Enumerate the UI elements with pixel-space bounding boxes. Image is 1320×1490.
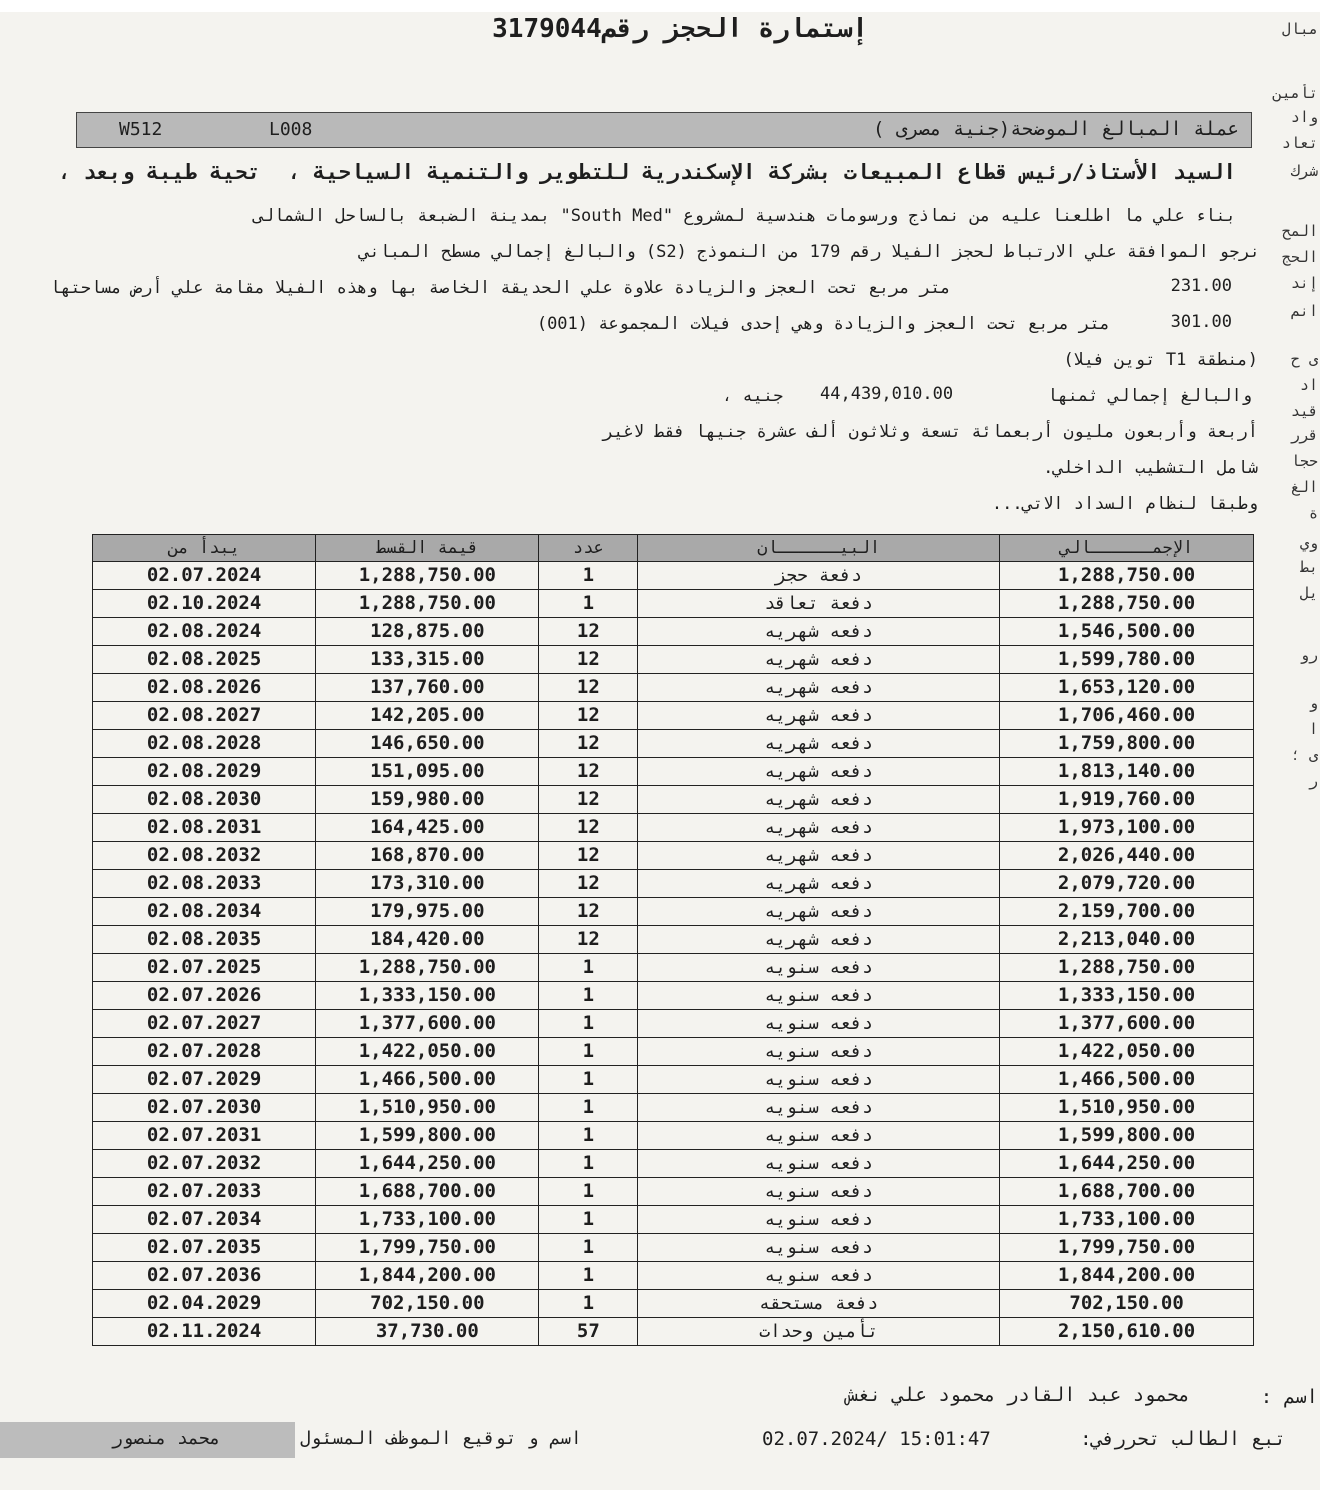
body-line-1: بناء علي ما اطلعنا عليه من نماذج ورسومات هندسية لمشروع "South Med" بمدينة الضبعة بالساحل الشمالى [253, 206, 1236, 226]
cell-description: دفعة مستحقه [638, 1290, 1000, 1318]
cell-count: 1 [539, 1206, 638, 1234]
cell-total: 2,079,720.00 [1000, 870, 1254, 898]
cell-count: 1 [539, 562, 638, 590]
table-row [93, 1038, 1254, 1066]
cell-installment: 146,650.00 [316, 730, 539, 758]
cell-total: 1,706,460.00 [1000, 702, 1254, 730]
cell-start: 02.07.2024 [93, 562, 316, 590]
finishing-note: شامل التشطيب الداخلي. [1043, 458, 1258, 478]
salutation: تحية طيبة وبعد ، [58, 160, 261, 184]
cell-start: 02.08.2034 [93, 898, 316, 926]
cell-count: 12 [539, 926, 638, 954]
code-l008: L008 [269, 119, 313, 140]
cell-count: 1 [539, 1066, 638, 1094]
cell-description: دفعه سنويه [638, 1038, 1000, 1066]
cell-start: 02.08.2032 [93, 842, 316, 870]
header-installment: قيمة القسط [316, 535, 539, 562]
cell-start: 02.08.2033 [93, 870, 316, 898]
cell-installment: 184,420.00 [316, 926, 539, 954]
cell-description: دفعه سنويه [638, 982, 1000, 1010]
cell-start: 02.08.2024 [93, 618, 316, 646]
margin-fragment: انم [1290, 302, 1318, 320]
margin-fragment: تعاد [1281, 134, 1318, 152]
cell-installment: 37,730.00 [316, 1318, 539, 1346]
margin-fragment: ر [1308, 772, 1318, 790]
cell-start: 02.08.2031 [93, 814, 316, 842]
cell-description: دفعه شهريه [638, 870, 1000, 898]
table-row [93, 1234, 1254, 1262]
margin-fragment: تأمين [1272, 84, 1318, 102]
cell-description: دفعه سنويه [638, 1206, 1000, 1234]
cell-description: دفعه سنويه [638, 954, 1000, 982]
area1-value: 231.00 [1170, 276, 1232, 296]
request-datetime: 02.07.2024/ 15:01:47 [762, 1428, 991, 1450]
cell-description: دفعه سنويه [638, 1262, 1000, 1290]
margin-fragment: المح [1281, 222, 1318, 240]
cell-start: 02.07.2034 [93, 1206, 316, 1234]
cell-description: دفعه سنويه [638, 1066, 1000, 1094]
cell-total: 1,466,500.00 [1000, 1066, 1254, 1094]
cell-count: 12 [539, 730, 638, 758]
cell-description: دفعه شهريه [638, 926, 1000, 954]
cell-total: 1,844,200.00 [1000, 1262, 1254, 1290]
margin-fragment: قيد [1290, 402, 1318, 420]
cell-count: 1 [539, 954, 638, 982]
table-row [93, 898, 1254, 926]
cell-count: 12 [539, 618, 638, 646]
cell-start: 02.08.2025 [93, 646, 316, 674]
cell-count: 12 [539, 646, 638, 674]
cell-description: دفعه سنويه [638, 1094, 1000, 1122]
price-words: أربعة وأربعون مليون أربعمائة تسعة وثلاثون ألف عشرة جنيها فقط لاغير [602, 422, 1258, 442]
margin-fragment: واد [1290, 108, 1318, 126]
cell-description: تأمين وحدات [638, 1318, 1000, 1346]
table-row [93, 1318, 1254, 1346]
cell-installment: 151,095.00 [316, 758, 539, 786]
cell-count: 1 [539, 1094, 638, 1122]
cell-total: 1,599,800.00 [1000, 1122, 1254, 1150]
cell-description: دفعه شهريه [638, 786, 1000, 814]
cell-total: 1,813,140.00 [1000, 758, 1254, 786]
cell-count: 12 [539, 786, 638, 814]
price-label: والبالغ إجمالي ثمنها [1047, 386, 1252, 406]
cell-installment: 173,310.00 [316, 870, 539, 898]
cell-description: دفعة حجز [638, 562, 1000, 590]
table-row [93, 618, 1254, 646]
cell-count: 1 [539, 1262, 638, 1290]
margin-fragment: حجا [1290, 452, 1318, 470]
cell-start: 02.07.2032 [93, 1150, 316, 1178]
cell-total: 1,688,700.00 [1000, 1178, 1254, 1206]
area2-value: 301.00 [1170, 312, 1232, 332]
cell-start: 02.07.2029 [93, 1066, 316, 1094]
margin-fragment: مبال [1281, 20, 1318, 38]
cell-total: 2,150,610.00 [1000, 1318, 1254, 1346]
cell-installment: 168,870.00 [316, 842, 539, 870]
area1-text: متر مربع تحت العجز والزيادة علاوة علي الحديقة الخاصة بها وهذه الفيلا مقامة علي أرض مساحتها [50, 278, 951, 298]
table-row [93, 702, 1254, 730]
cell-count: 1 [539, 1122, 638, 1150]
table-row [93, 870, 1254, 898]
cell-total: 2,213,040.00 [1000, 926, 1254, 954]
addressee-line: السيد الأستاذ/رئيس قطاع المبيعات بشركة الإسكندرية للتطوير والتنمية السياحية ، [287, 160, 1236, 184]
cell-start: 02.08.2027 [93, 702, 316, 730]
margin-fragment: وي [1299, 534, 1318, 552]
cell-start: 02.07.2028 [93, 1038, 316, 1066]
cell-start: 02.07.2025 [93, 954, 316, 982]
table-row [93, 1262, 1254, 1290]
table-row [93, 1094, 1254, 1122]
table-row [93, 1066, 1254, 1094]
cell-description: دفعه شهريه [638, 646, 1000, 674]
form-title-text: إستمارة الحجز رقم [601, 14, 868, 44]
cell-installment: 1,333,150.00 [316, 982, 539, 1010]
cell-start: 02.08.2035 [93, 926, 316, 954]
margin-fragment: و [1308, 694, 1318, 712]
cell-installment: 142,205.00 [316, 702, 539, 730]
table-row [93, 1206, 1254, 1234]
top-paper-edge [0, 0, 1320, 12]
cell-count: 12 [539, 674, 638, 702]
table-row [93, 1010, 1254, 1038]
table-row [93, 982, 1254, 1010]
cell-installment: 1,377,600.00 [316, 1010, 539, 1038]
cell-total: 1,288,750.00 [1000, 562, 1254, 590]
cell-total: 1,759,800.00 [1000, 730, 1254, 758]
margin-fragment: بط [1299, 558, 1318, 576]
cell-count: 1 [539, 590, 638, 618]
cell-count: 1 [539, 1234, 638, 1262]
margin-fragment: رو [1299, 646, 1318, 664]
cell-total: 1,288,750.00 [1000, 590, 1254, 618]
cell-total: 1,973,100.00 [1000, 814, 1254, 842]
cell-count: 12 [539, 758, 638, 786]
table-row [93, 562, 1254, 590]
cell-start: 02.11.2024 [93, 1318, 316, 1346]
cell-count: 1 [539, 982, 638, 1010]
cell-installment: 1,733,100.00 [316, 1206, 539, 1234]
table-row [93, 1150, 1254, 1178]
currency-label: عملة المبالغ الموضحة(جنية مصرى ) [872, 118, 1239, 140]
table-row [93, 590, 1254, 618]
reservation-form-page [0, 12, 1320, 1490]
cell-total: 1,644,250.00 [1000, 1150, 1254, 1178]
cell-installment: 1,688,700.00 [316, 1178, 539, 1206]
employee-name: محمد منصور [112, 1428, 221, 1449]
cell-total: 1,733,100.00 [1000, 1206, 1254, 1234]
request-label: تبع الطالب تحررفي: [1080, 1428, 1286, 1450]
cell-total: 1,422,050.00 [1000, 1038, 1254, 1066]
cell-count: 1 [539, 1038, 638, 1066]
cell-start: 02.07.2035 [93, 1234, 316, 1262]
table-row [93, 1122, 1254, 1150]
margin-fragment: ة [1308, 504, 1318, 522]
cell-description: دفعه شهريه [638, 702, 1000, 730]
price-value: 44,439,010.00 [820, 384, 954, 404]
employee-sign-label: اسم و توقيع الموظف المسئول [300, 1428, 582, 1449]
body-line-2: نرجو الموافقة علي الارتباط لحجز الفيلا رقم 179 من النموذج (S2) والبالغ إجمالي مسطح المباني [359, 242, 1260, 262]
cell-installment: 137,760.00 [316, 674, 539, 702]
header-description: البيــــــان [638, 535, 1000, 562]
cell-description: دفعه شهريه [638, 758, 1000, 786]
cell-total: 2,159,700.00 [1000, 898, 1254, 926]
cell-description: دفعه شهريه [638, 842, 1000, 870]
cell-installment: 1,644,250.00 [316, 1150, 539, 1178]
area2-text: متر مربع تحت العجز والزيادة وهي إحدى فيلات المجموعة (001) [536, 314, 1110, 334]
table-row [93, 842, 1254, 870]
cell-description: دفعه شهريه [638, 898, 1000, 926]
zone-line: (منطقة T1 توين فيلا) [1063, 350, 1258, 370]
margin-fragment: ا [1308, 720, 1318, 738]
cell-installment: 1,288,750.00 [316, 590, 539, 618]
cell-count: 1 [539, 1290, 638, 1318]
cell-start: 02.07.2031 [93, 1122, 316, 1150]
form-title [400, 14, 960, 44]
cell-description: دفعه سنويه [638, 1150, 1000, 1178]
table-row [93, 926, 1254, 954]
cell-installment: 159,980.00 [316, 786, 539, 814]
margin-fragment: ى ؛ [1290, 746, 1318, 764]
cell-total: 1,333,150.00 [1000, 982, 1254, 1010]
cell-total: 1,546,500.00 [1000, 618, 1254, 646]
cell-installment: 164,425.00 [316, 814, 539, 842]
margin-fragment: الغ [1290, 478, 1318, 496]
cell-installment: 1,422,050.00 [316, 1038, 539, 1066]
cell-count: 57 [539, 1318, 638, 1346]
currency-header-bar [76, 112, 1252, 148]
table-header-row [93, 535, 1254, 562]
cell-installment: 1,599,800.00 [316, 1122, 539, 1150]
cell-start: 02.07.2033 [93, 1178, 316, 1206]
cell-installment: 1,510,950.00 [316, 1094, 539, 1122]
cell-total: 1,799,750.00 [1000, 1234, 1254, 1262]
price-unit: جنيه ، [722, 386, 784, 406]
cell-start: 02.07.2026 [93, 982, 316, 1010]
margin-fragment: إند [1290, 274, 1318, 292]
header-count: عدد [539, 535, 638, 562]
cell-total: 2,026,440.00 [1000, 842, 1254, 870]
cell-start: 02.08.2028 [93, 730, 316, 758]
margin-fragment: يل [1299, 584, 1318, 602]
cell-installment: 1,844,200.00 [316, 1262, 539, 1290]
margin-fragment: ى ح [1290, 350, 1318, 368]
cell-installment: 1,799,750.00 [316, 1234, 539, 1262]
cell-installment: 133,315.00 [316, 646, 539, 674]
cell-start: 02.10.2024 [93, 590, 316, 618]
table-row [93, 814, 1254, 842]
cell-total: 1,653,120.00 [1000, 674, 1254, 702]
cell-start: 02.08.2026 [93, 674, 316, 702]
header-start: يبدأ من [93, 535, 316, 562]
cell-start: 02.07.2027 [93, 1010, 316, 1038]
client-label: اسم : [1260, 1386, 1318, 1408]
header-total: الإجمــــــالي [1000, 535, 1254, 562]
table-row [93, 758, 1254, 786]
cell-total: 1,919,760.00 [1000, 786, 1254, 814]
margin-fragment: شرك [1290, 162, 1318, 180]
cell-installment: 702,150.00 [316, 1290, 539, 1318]
margin-fragment: الحج [1281, 248, 1318, 266]
cell-description: دفعه شهريه [638, 674, 1000, 702]
table-row [93, 674, 1254, 702]
margin-fragment: قرر [1290, 426, 1318, 444]
form-number: 3179044 [492, 14, 602, 44]
cell-start: 02.04.2029 [93, 1290, 316, 1318]
table-row [93, 786, 1254, 814]
cell-total: 1,288,750.00 [1000, 954, 1254, 982]
cell-total: 1,377,600.00 [1000, 1010, 1254, 1038]
cell-installment: 179,975.00 [316, 898, 539, 926]
cell-description: دفعه سنويه [638, 1122, 1000, 1150]
cell-count: 12 [539, 842, 638, 870]
cell-installment: 1,288,750.00 [316, 562, 539, 590]
cell-installment: 128,875.00 [316, 618, 539, 646]
table-row [93, 1178, 1254, 1206]
cell-total: 1,510,950.00 [1000, 1094, 1254, 1122]
cell-description: دفعه شهريه [638, 730, 1000, 758]
cell-count: 12 [539, 870, 638, 898]
cell-description: دفعه سنويه [638, 1178, 1000, 1206]
cell-description: دفعة تعاقد [638, 590, 1000, 618]
cell-description: دفعه شهريه [638, 618, 1000, 646]
cell-count: 12 [539, 898, 638, 926]
cell-description: دفعه سنويه [638, 1010, 1000, 1038]
cell-count: 12 [539, 814, 638, 842]
cell-start: 02.07.2036 [93, 1262, 316, 1290]
cell-installment: 1,288,750.00 [316, 954, 539, 982]
table-row [93, 954, 1254, 982]
cell-description: دفعه سنويه [638, 1234, 1000, 1262]
margin-fragment: اد [1299, 376, 1318, 394]
cell-count: 12 [539, 702, 638, 730]
payment-schedule-table [92, 534, 1254, 1346]
cell-start: 02.07.2030 [93, 1094, 316, 1122]
table-row [93, 1290, 1254, 1318]
client-name: محمود عبد القادر محمود علي نغش [846, 1384, 1190, 1406]
table-row [93, 730, 1254, 758]
cell-count: 1 [539, 1150, 638, 1178]
cell-start: 02.08.2030 [93, 786, 316, 814]
payment-intro: وطبقا لنظام السداد الاتي... [991, 494, 1258, 514]
cell-installment: 1,466,500.00 [316, 1066, 539, 1094]
table-body [93, 562, 1254, 1346]
cell-total: 1,599,780.00 [1000, 646, 1254, 674]
cell-count: 1 [539, 1010, 638, 1038]
code-w512: W512 [119, 119, 163, 140]
cell-count: 1 [539, 1178, 638, 1206]
cell-total: 702,150.00 [1000, 1290, 1254, 1318]
table-row [93, 646, 1254, 674]
cell-start: 02.08.2029 [93, 758, 316, 786]
cell-description: دفعه شهريه [638, 814, 1000, 842]
